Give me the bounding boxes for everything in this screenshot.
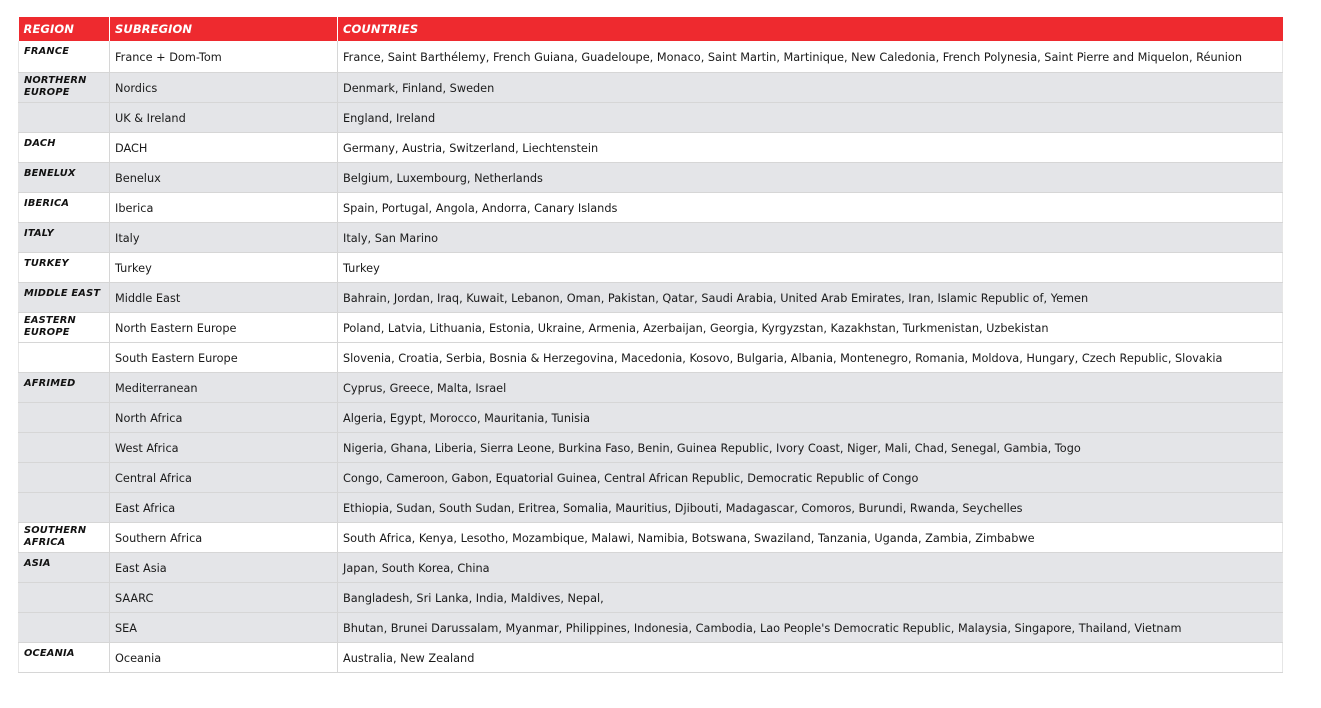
subregion-cell: South Eastern Europe xyxy=(110,342,338,372)
subregion-cell: Nordics xyxy=(110,72,338,102)
countries-cell: England, Ireland xyxy=(338,102,1283,132)
table-row xyxy=(19,642,1283,672)
subregion-cell: East Africa xyxy=(110,492,338,522)
subregion-cell: Central Africa xyxy=(110,462,338,492)
header-region: REGION xyxy=(19,17,110,41)
table-row xyxy=(19,462,1283,492)
table-row xyxy=(19,492,1283,522)
table-row xyxy=(19,41,1283,72)
subregion-cell: Italy xyxy=(110,222,338,252)
table-row xyxy=(19,612,1283,642)
table-row xyxy=(19,282,1283,312)
countries-cell: Bahrain, Jordan, Iraq, Kuwait, Lebanon, Oman, Pakistan, Qatar, Saudi Arabia, United Arab Emirates, Iran, Islamic Republic of, Yemen xyxy=(338,282,1283,312)
region-cell: BENELUX xyxy=(19,162,110,192)
subregion-cell: East Asia xyxy=(110,552,338,582)
subregion-cell: France + Dom-Tom xyxy=(110,41,338,72)
subregion-cell: Middle East xyxy=(110,282,338,312)
header-subregion: SUBREGION xyxy=(110,17,338,41)
countries-cell: Nigeria, Ghana, Liberia, Sierra Leone, Burkina Faso, Benin, Guinea Republic, Ivory Coast, Niger, Mali, Chad, Senegal, Gambia, Togo xyxy=(338,432,1283,462)
countries-cell: Poland, Latvia, Lithuania, Estonia, Ukraine, Armenia, Azerbaijan, Georgia, Kyrgyzstan, Kazakhstan, Turkmenistan, Uzbekistan xyxy=(338,312,1283,342)
table-row xyxy=(19,252,1283,282)
header-row xyxy=(19,17,1283,41)
countries-cell: Slovenia, Croatia, Serbia, Bosnia & Herzegovina, Macedonia, Kosovo, Bulgaria, Albania, Montenegro, Romania, Moldova, Hungary, Czech Republic, Slovakia xyxy=(338,342,1283,372)
countries-cell: Bhutan, Brunei Darussalam, Myanmar, Philippines, Indonesia, Cambodia, Lao People's Democratic Republic, Malaysia, Singapore, Thailand, Vietnam xyxy=(338,612,1283,642)
region-cell xyxy=(19,462,110,492)
subregion-cell: Benelux xyxy=(110,162,338,192)
region-cell xyxy=(19,492,110,522)
region-cell: TURKEY xyxy=(19,252,110,282)
table-row xyxy=(19,552,1283,582)
countries-cell: Turkey xyxy=(338,252,1283,282)
subregion-cell: DACH xyxy=(110,132,338,162)
subregion-cell: Turkey xyxy=(110,252,338,282)
region-cell: MIDDLE EAST xyxy=(19,282,110,312)
region-cell: NORTHERN EUROPE xyxy=(19,72,110,102)
subregion-cell: UK & Ireland xyxy=(110,102,338,132)
region-cell: DACH xyxy=(19,132,110,162)
region-cell xyxy=(19,402,110,432)
subregion-cell: SEA xyxy=(110,612,338,642)
header-countries: COUNTRIES xyxy=(338,17,1283,41)
table-row xyxy=(19,192,1283,222)
region-cell: OCEANIA xyxy=(19,642,110,672)
subregion-cell: West Africa xyxy=(110,432,338,462)
table-row xyxy=(19,582,1283,612)
countries-cell: Ethiopia, Sudan, South Sudan, Eritrea, Somalia, Mauritius, Djibouti, Madagascar, Comoros, Burundi, Rwanda, Seychelles xyxy=(338,492,1283,522)
table-header xyxy=(19,17,1283,41)
table-row xyxy=(19,222,1283,252)
subregion-cell: Mediterranean xyxy=(110,372,338,402)
region-table xyxy=(18,17,1283,673)
countries-cell: Japan, South Korea, China xyxy=(338,552,1283,582)
table-row xyxy=(19,522,1283,552)
table-row xyxy=(19,432,1283,462)
countries-cell: Congo, Cameroon, Gabon, Equatorial Guinea, Central African Republic, Democratic Republic of Congo xyxy=(338,462,1283,492)
table-row xyxy=(19,372,1283,402)
region-cell xyxy=(19,102,110,132)
countries-cell: Bangladesh, Sri Lanka, India, Maldives, Nepal, xyxy=(338,582,1283,612)
region-cell: EASTERN EUROPE xyxy=(19,312,110,342)
countries-cell: Spain, Portugal, Angola, Andorra, Canary Islands xyxy=(338,192,1283,222)
region-cell: AFRIMED xyxy=(19,372,110,402)
region-cell: IBERICA xyxy=(19,192,110,222)
table-row xyxy=(19,402,1283,432)
countries-cell: Cyprus, Greece, Malta, Israel xyxy=(338,372,1283,402)
countries-cell: Algeria, Egypt, Morocco, Mauritania, Tunisia xyxy=(338,402,1283,432)
countries-cell: Denmark, Finland, Sweden xyxy=(338,72,1283,102)
subregion-cell: SAARC xyxy=(110,582,338,612)
subregion-cell: Oceania xyxy=(110,642,338,672)
countries-cell: France, Saint Barthélemy, French Guiana, Guadeloupe, Monaco, Saint Martin, Martinique, New Caledonia, French Polynesia, Saint Pierre and Miquelon, Réunion xyxy=(338,41,1283,72)
table-body xyxy=(19,41,1283,672)
region-cell: FRANCE xyxy=(19,41,110,72)
subregion-cell: Southern Africa xyxy=(110,522,338,552)
table-row xyxy=(19,162,1283,192)
region-cell xyxy=(19,582,110,612)
countries-cell: Italy, San Marino xyxy=(338,222,1283,252)
subregion-cell: Iberica xyxy=(110,192,338,222)
table-row xyxy=(19,72,1283,102)
table-row xyxy=(19,132,1283,162)
table-row xyxy=(19,312,1283,342)
region-cell xyxy=(19,342,110,372)
subregion-cell: North Eastern Europe xyxy=(110,312,338,342)
region-cell: ITALY xyxy=(19,222,110,252)
region-cell: SOUTHERN AFRICA xyxy=(19,522,110,552)
region-cell xyxy=(19,612,110,642)
table-row xyxy=(19,102,1283,132)
countries-cell: Germany, Austria, Switzerland, Liechtenstein xyxy=(338,132,1283,162)
countries-cell: Belgium, Luxembourg, Netherlands xyxy=(338,162,1283,192)
region-cell: ASIA xyxy=(19,552,110,582)
countries-cell: South Africa, Kenya, Lesotho, Mozambique, Malawi, Namibia, Botswana, Swaziland, Tanzania, Uganda, Zambia, Zimbabwe xyxy=(338,522,1283,552)
countries-cell: Australia, New Zealand xyxy=(338,642,1283,672)
region-cell xyxy=(19,432,110,462)
table-row xyxy=(19,342,1283,372)
subregion-cell: North Africa xyxy=(110,402,338,432)
